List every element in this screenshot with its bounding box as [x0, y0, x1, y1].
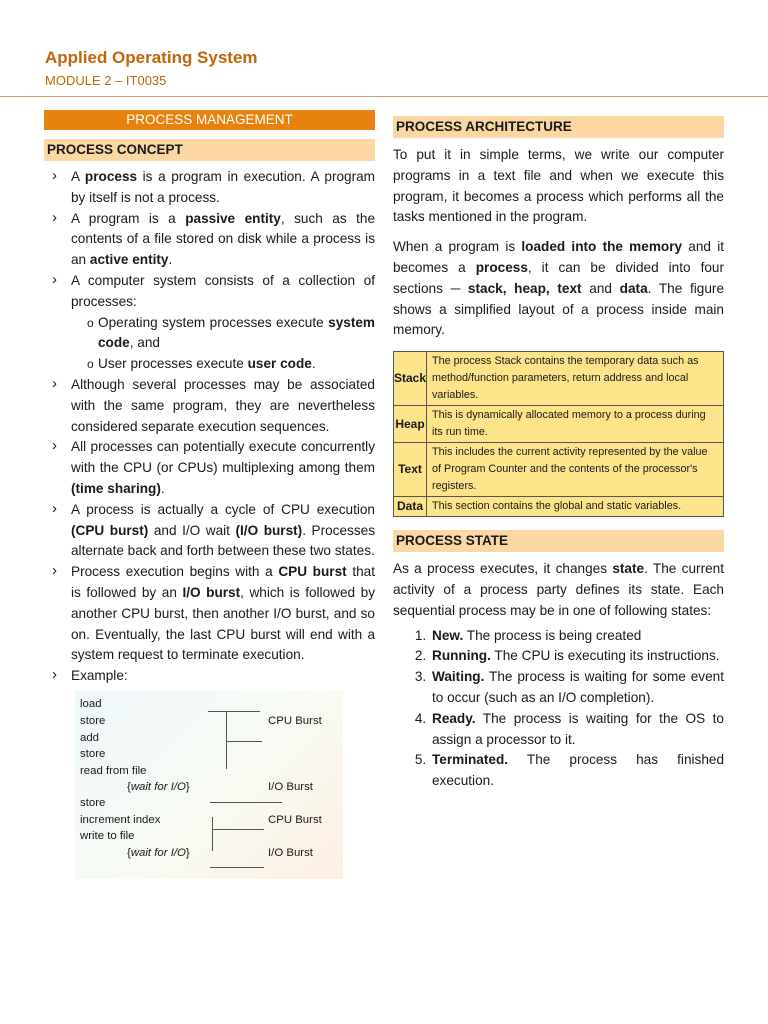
section-banner: PROCESS MANAGEMENT	[44, 110, 375, 130]
list-item: › Although several processes may be associated with the same program, they are nevertheless considered separate execution sequences.	[44, 375, 375, 437]
state-paragraph: As a process executes, it changes state. The current activity of a process party defines its state. Each sequential process may be in one of following states:	[393, 561, 724, 618]
figure-line: add	[80, 731, 100, 744]
figure-line: store	[80, 747, 106, 760]
state-item: 2. Running. The CPU is executing its instructions.	[430, 646, 724, 667]
section-desc: This section contains the global and static variables.	[427, 497, 724, 517]
states-list	[393, 626, 724, 792]
section-key: Heap	[394, 406, 427, 443]
memory-layout-table	[393, 351, 724, 517]
module-subtitle: MODULE 2 – IT0035	[45, 73, 167, 88]
state-item: 3. Waiting. The process is waiting for some event to occur (such as an I/O completion).	[430, 667, 724, 709]
separator-line	[210, 802, 282, 803]
section-desc: This is dynamically allocated memory to a process during its run time.	[427, 406, 724, 443]
state-item: 5. Terminated. The process has finished execution.	[430, 750, 724, 792]
table-row	[394, 443, 724, 497]
figure-wait-line: {wait for I/O}	[127, 780, 190, 793]
list-item: › A process is actually a cycle of CPU execution (CPU burst) and I/O wait (I/O burst). Processes alternate back and forth between these two states.	[44, 500, 375, 562]
figure-line: store	[80, 796, 106, 809]
arrow-line	[212, 829, 264, 830]
cpu-burst-label: CPU Burst	[268, 714, 322, 727]
process-concept-heading: PROCESS CONCEPT	[44, 139, 375, 161]
concept-list	[44, 167, 375, 687]
header-divider	[0, 96, 768, 97]
right-column	[393, 116, 724, 792]
list-item: › A process is a program in execution. A program by itself is not a process.	[44, 167, 375, 209]
list-item: › All processes can potentially execute concurrently with the CPU (or CPUs) multiplexing among them (time sharing).	[44, 437, 375, 499]
figure-line: store	[80, 714, 106, 727]
state-item: 4. Ready. The process is waiting for the OS to assign a processor to it.	[430, 709, 724, 751]
table-row	[394, 497, 724, 517]
figure-line: increment index	[80, 813, 161, 826]
architecture-paragraph: To put it in simple terms, we write our computer programs in a text file and when we execute this program, it becomes a process which performs all the tasks mentioned in the program.	[393, 147, 724, 225]
figure-line: read from file	[80, 764, 147, 777]
io-burst-label: I/O Burst	[268, 780, 313, 793]
sections-paragraph: When a program is loaded into the memory and it becomes a process, it can be divided into four sections ─ stack, heap, text and data. The figure shows a simplified layout of a process inside main memory.	[393, 239, 725, 338]
section-desc: This includes the current activity represented by the value of Program Counter and the contents of the processor's registers.	[427, 443, 724, 497]
bracket-line	[226, 711, 227, 769]
sub-list	[71, 313, 375, 375]
section-key: Data	[394, 497, 427, 517]
state-item: 1. New. The process is being created	[430, 626, 724, 647]
io-burst-label: I/O Burst	[268, 846, 313, 859]
list-item: › A program is a passive entity, such as the contents of a file stored on disk while a process is an active entity.	[44, 209, 375, 271]
cpu-io-burst-figure	[75, 691, 343, 879]
section-desc: The process Stack contains the temporary data such as method/function parameters, return address and local variables.	[427, 352, 724, 406]
figure-wait-line: {wait for I/O}	[127, 846, 190, 859]
section-key: Stack	[394, 352, 427, 406]
list-item: › A computer system consists of a collection of processes: o Operating system processes execute system code, and o User processes execute user code.	[44, 271, 375, 375]
list-item: › Example:	[44, 666, 375, 687]
figure-line: write to file	[80, 829, 135, 842]
sub-list-item: o Operating system processes execute system code, and	[71, 313, 375, 355]
cpu-burst-label: CPU Burst	[268, 813, 322, 826]
table-row	[394, 406, 724, 443]
arrow-line	[226, 741, 262, 742]
arrow-line	[210, 867, 264, 868]
bracket-line	[208, 711, 260, 712]
process-architecture-heading: PROCESS ARCHITECTURE	[393, 116, 724, 138]
figure-line: load	[80, 697, 102, 710]
table-row	[394, 352, 724, 406]
document-title: Applied Operating System	[45, 48, 258, 67]
bracket-line	[212, 817, 213, 851]
section-key: Text	[394, 443, 427, 497]
sub-list-item: o User processes execute user code.	[71, 354, 375, 375]
left-column	[44, 110, 375, 879]
list-item: › Process execution begins with a CPU burst that is followed by an I/O burst, which is followed by another CPU burst, then another I/O burst, and so on. Eventually, the last CPU burst will end with a system request to terminate execution.	[44, 562, 375, 666]
process-state-heading: PROCESS STATE	[393, 530, 724, 552]
